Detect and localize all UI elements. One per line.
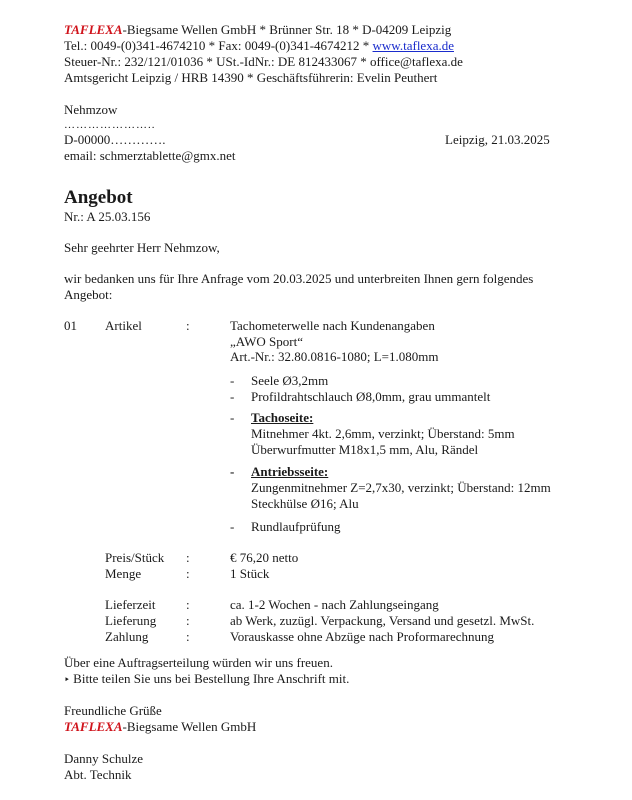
spec-tacho-heading	[0, 410, 632, 426]
signature-brand: TAFLEXA	[64, 719, 123, 734]
item-position: 01	[64, 318, 77, 333]
tacho-detail-1: Mitnehmer 4kt. 2,6mm, verzinkt; Überstand: 5mm	[251, 426, 515, 441]
phone-fax: Tel.: 0049-(0)341-4674210 * Fax: 0049-(0)341-4674212 *	[64, 38, 373, 53]
signature-name: Danny Schulze	[64, 751, 144, 766]
brand-name: TAFLEXA	[64, 22, 123, 37]
place-date: Leipzig, 21.03.2025	[445, 132, 550, 147]
drive-side-title: Antriebsseite:	[251, 464, 329, 479]
delivery-colon: :	[186, 613, 190, 628]
recipient-name: Nehmzow	[64, 102, 118, 117]
document-title-wrap	[64, 187, 133, 209]
delivery-time-label: Lieferzeit	[105, 597, 156, 612]
delivery-time-row	[0, 597, 632, 613]
spec-drive-heading	[0, 464, 632, 480]
price-row	[0, 550, 632, 566]
intro-text-line1: wir bedanken uns für Ihre Anfrage vom 20.03.2025 und unterbreiten Ihnen gern folgendes	[64, 271, 534, 286]
delivery-row	[0, 613, 632, 629]
quantity-row	[0, 566, 632, 582]
delivery-time-colon: :	[186, 597, 190, 612]
quantity-colon: :	[186, 566, 190, 581]
recipient-street: …………………..	[64, 119, 156, 131]
spec-item	[0, 373, 632, 389]
spec-hose: Profildrahtschlauch Ø8,0mm, grau ummantelt	[251, 389, 491, 404]
document-number: Nr.: A 25.03.156	[64, 209, 151, 224]
item-label: Artikel	[105, 318, 142, 333]
closing-note	[64, 671, 349, 689]
spec-core: Seele Ø3,2mm	[251, 373, 329, 388]
closing-note-text: Bitte teilen Sie uns bei Bestellung Ihre Anschrift mit.	[73, 671, 350, 686]
spec-item	[0, 519, 632, 535]
letterhead-address	[64, 22, 451, 38]
spec-dash: -	[230, 410, 235, 425]
spec-item	[0, 389, 632, 405]
drive-detail-1: Zungenmitnehmer Z=2,7x30, verzinkt; Überstand: 12mm	[251, 480, 551, 495]
regards: Freundliche Grüße	[64, 703, 162, 718]
payment-label: Zahlung	[105, 629, 149, 644]
recipient-email: email: schmerztablette@gmx.net	[64, 148, 236, 163]
letterhead-contact	[64, 38, 454, 54]
drive-detail-2: Steckhülse Ø16; Alu	[251, 496, 359, 511]
payment-row	[0, 629, 632, 645]
item-model: „AWO Sport“	[230, 334, 303, 349]
bullet-icon: ‣	[64, 675, 70, 686]
company-address: -Biegsame Wellen GmbH * Brünner Str. 18 * D-04209 Leipzig	[122, 22, 452, 37]
price-label: Preis/Stück	[105, 550, 165, 565]
quantity-value: 1 Stück	[230, 566, 270, 581]
item-colon: :	[186, 318, 190, 333]
recipient-zip-city: D-00000………….	[64, 132, 166, 147]
spec-dash: -	[230, 464, 235, 479]
delivery-value: ab Werk, zuzügl. Verpackung, Versand und gesetzl. MwSt.	[230, 613, 535, 628]
payment-value: Vorauskasse ohne Abzüge nach Proformarechnung	[230, 629, 495, 644]
delivery-time-value: ca. 1-2 Wochen - nach Zahlungseingang	[230, 597, 439, 612]
spec-dash: -	[230, 389, 235, 404]
price-colon: :	[186, 550, 190, 565]
payment-colon: :	[186, 629, 190, 644]
signature-department: Abt. Technik	[64, 767, 132, 782]
letterhead-tax: Steuer-Nr.: 232/121/01036 * USt.-IdNr.: DE 812433067 * office@taflexa.de	[64, 54, 463, 69]
intro-text-line2: Angebot:	[64, 287, 113, 302]
tacho-detail-2: Überwurfmutter M18x1,5 mm, Alu, Rändel	[251, 442, 479, 457]
tacho-side-title: Tachoseite:	[251, 410, 314, 425]
document-title: Angebot	[64, 187, 133, 208]
price-value: € 76,20 netto	[230, 550, 299, 565]
spec-runout-test: Rundlaufprüfung	[251, 519, 341, 534]
spec-dash: -	[230, 373, 235, 388]
website-link[interactable]: www.taflexa.de	[372, 38, 454, 53]
letterhead-court: Amtsgericht Leipzig / HRB 14390 * Geschäftsführerin: Evelin Peuthert	[64, 70, 438, 85]
quantity-label: Menge	[105, 566, 142, 581]
salutation: Sehr geehrter Herr Nehmzow,	[64, 240, 220, 255]
spec-dash: -	[230, 519, 235, 534]
signature-company	[64, 719, 256, 735]
item-row	[0, 318, 632, 334]
delivery-label: Lieferung	[105, 613, 157, 628]
closing-text: Über eine Auftragserteilung würden wir uns freuen.	[64, 655, 333, 670]
item-article-number: Art.-Nr.: 32.80.0816-1080; L=1.080mm	[230, 349, 439, 364]
item-description: Tachometerwelle nach Kundenangaben	[230, 318, 435, 333]
signature-company-suffix: -Biegsame Wellen GmbH	[122, 719, 257, 734]
